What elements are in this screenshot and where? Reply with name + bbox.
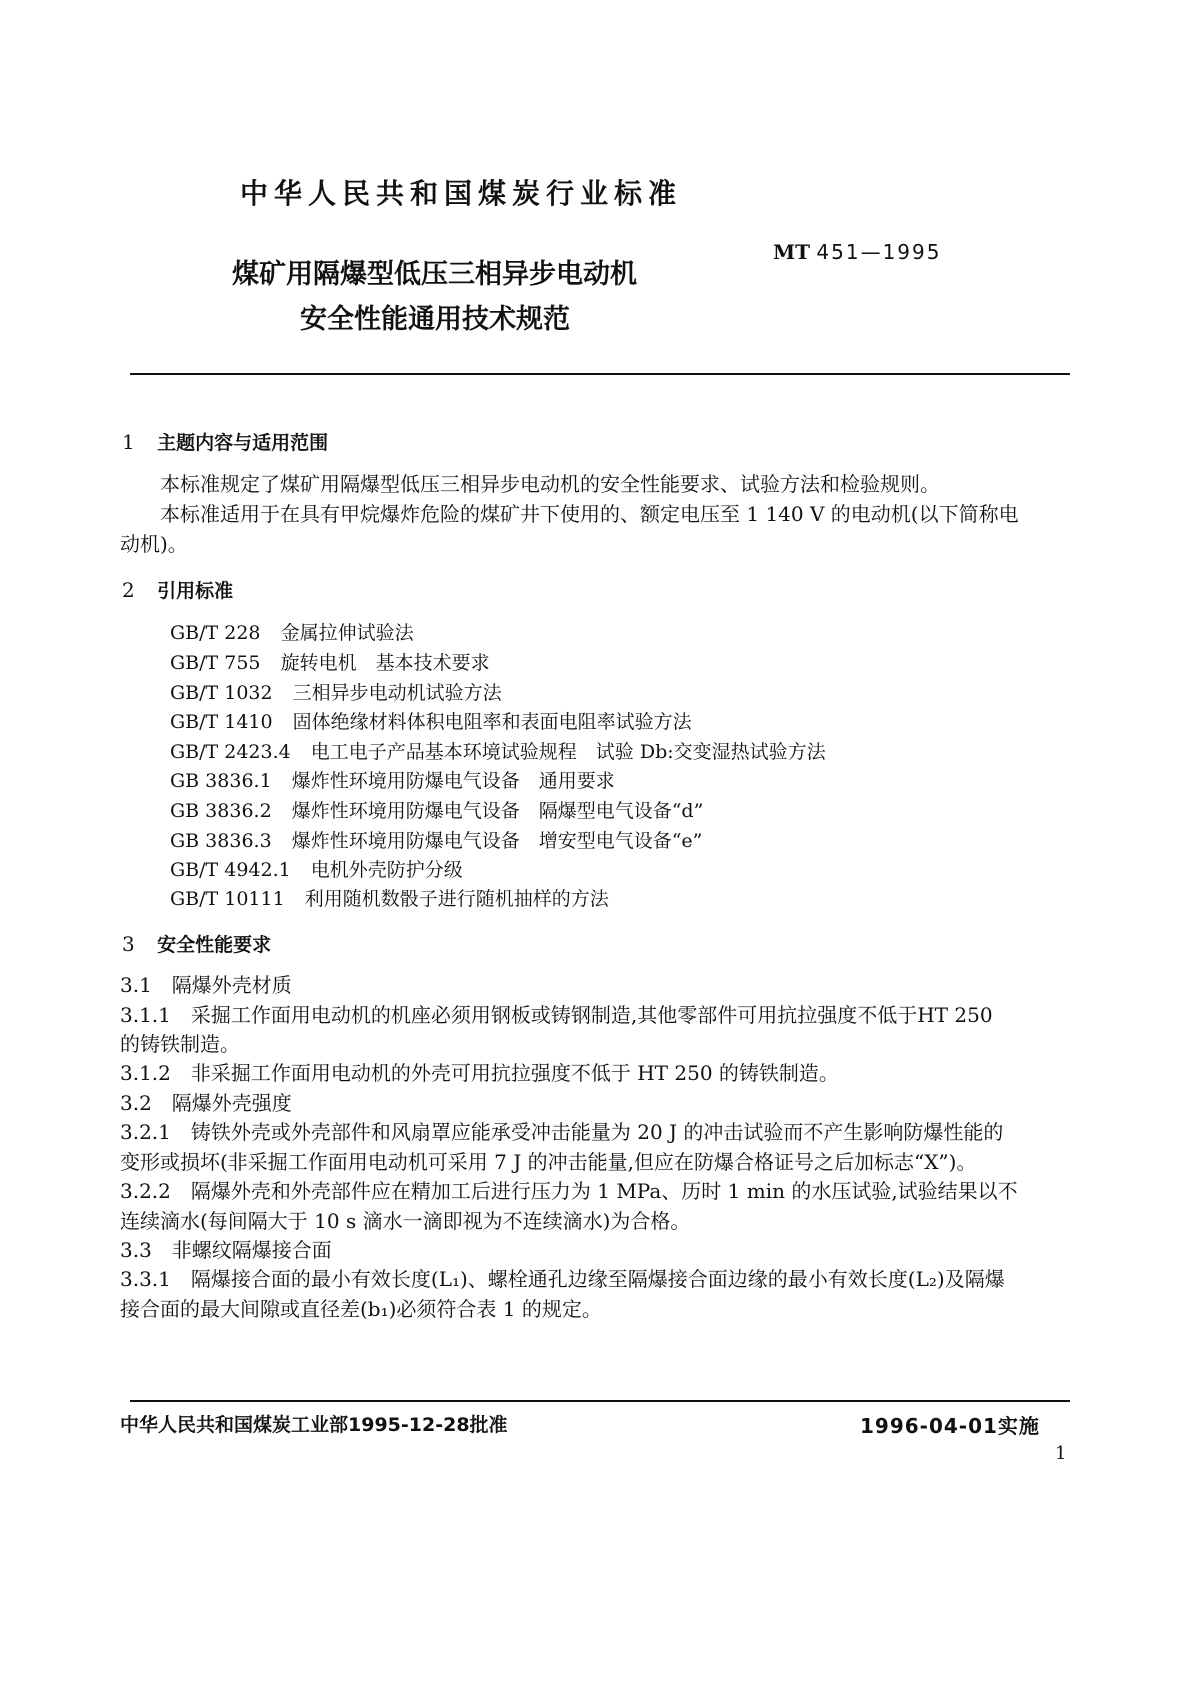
approval-statement: 中华人民共和国煤炭工业部1995-12-28批准 (120, 1414, 508, 1436)
reference-name: 爆炸性环境用防爆电气设备 隔爆型电气设备“d” (291, 800, 704, 822)
section-1-paragraph-1: 本标准规定了煤矿用隔爆型低压三相异步电动机的安全性能要求、试验方法和检验规则。 (160, 472, 940, 496)
reference-code: GB/T 755 (170, 652, 261, 674)
reference-code: GB/T 1032 (170, 682, 273, 704)
section-2-heading (122, 576, 233, 603)
reference-name: 三相异步电动机试验方法 (292, 682, 502, 704)
reference-item (170, 884, 609, 911)
reference-item (170, 796, 703, 823)
section-number: 3 (122, 932, 135, 956)
standard-category: 中华人民共和国煤炭行业标准 (240, 177, 683, 210)
footer-divider (130, 1400, 1070, 1402)
reference-name: 金属拉伸试验法 (280, 622, 414, 644)
clause-3-3: 3.3 非螺纹隔爆接合面 (120, 1238, 332, 1262)
clause-3-3-1-line2: 接合面的最大间隙或直径差(b₁)必须符合表 1 的规定。 (120, 1297, 602, 1321)
section-title: 主题内容与适用范围 (157, 432, 329, 454)
reference-item (170, 766, 615, 793)
reference-item (170, 707, 692, 734)
reference-code: GB/T 4942.1 (170, 859, 291, 881)
standard-prefix: MT (773, 240, 811, 264)
reference-code: GB/T 2423.4 (170, 741, 291, 763)
document-title-line2: 安全性能通用技术规范 (300, 304, 570, 335)
header-divider (130, 373, 1070, 375)
clause-3-2-1-line1: 3.2.1 铸铁外壳或外壳部件和风扇罩应能承受冲击能量为 20 J 的冲击试验而不产生影响防爆性能的 (120, 1120, 1004, 1144)
reference-item (170, 678, 502, 705)
clause-3-2: 3.2 隔爆外壳强度 (120, 1091, 292, 1115)
reference-item (170, 855, 463, 882)
clause-3-1-1-line2: 的铸铁制造。 (120, 1032, 240, 1056)
section-1-heading (122, 428, 328, 455)
reference-item (170, 737, 826, 764)
standard-code: 451—1995 (816, 240, 942, 264)
section-title: 引用标准 (157, 580, 234, 602)
clause-3-3-1-line1: 3.3.1 隔爆接合面的最小有效长度(L₁)、螺栓通孔边缘至隔爆接合面边缘的最小有效长度(L₂)及隔爆 (120, 1267, 1005, 1291)
section-number: 2 (122, 578, 135, 602)
reference-item (170, 618, 414, 645)
reference-item (170, 648, 490, 675)
reference-code: GB/T 228 (170, 622, 261, 644)
effective-date: 1996-04-01实施 (860, 1414, 1040, 1438)
section-title: 安全性能要求 (157, 934, 272, 956)
section-number: 1 (122, 430, 135, 454)
clause-3-1: 3.1 隔爆外壳材质 (120, 973, 292, 997)
section-3-heading (122, 930, 271, 957)
clause-3-1-1-line1: 3.1.1 采掘工作面用电动机的机座必须用钢板或铸钢制造,其他零部件可用抗拉强度不低于HT 250 (120, 1003, 993, 1027)
clause-3-2-2-line1: 3.2.2 隔爆外壳和外壳部件应在精加工后进行压力为 1 MPa、历时 1 min 的水压试验,试验结果以不 (120, 1179, 1018, 1203)
reference-code: GB/T 1410 (170, 711, 273, 733)
section-1-paragraph-2-line2: 动机)。 (120, 532, 188, 556)
reference-name: 电机外壳防护分级 (310, 859, 463, 881)
reference-name: 爆炸性环境用防爆电气设备 增安型电气设备“e” (291, 830, 703, 852)
clause-3-2-2-line2: 连续滴水(每间隔大于 10 s 滴水一滴即视为不连续滴水)为合格。 (120, 1209, 691, 1233)
reference-code: GB 3836.1 (170, 770, 272, 792)
clause-3-1-2: 3.1.2 非采掘工作面用电动机的外壳可用抗拉强度不低于 HT 250 的铸铁制造。 (120, 1061, 839, 1085)
reference-name: 固体绝缘材料体积电阻率和表面电阻率试验方法 (292, 711, 692, 733)
reference-code: GB 3836.3 (170, 830, 272, 852)
standard-number (773, 240, 941, 264)
clause-3-2-1-line2: 变形或损坏(非采掘工作面用电动机可采用 7 J 的冲击能量,但应在防爆合格证号之后加标志“X”)。 (120, 1150, 977, 1174)
reference-item (170, 826, 702, 853)
page-number: 1 (1055, 1443, 1067, 1464)
reference-name: 爆炸性环境用防爆电气设备 通用要求 (291, 770, 615, 792)
reference-name: 电工电子产品基本环境试验规程 试验 Db:交变湿热试验方法 (310, 741, 826, 763)
reference-name: 利用随机数骰子进行随机抽样的方法 (304, 888, 609, 910)
reference-name: 旋转电机 基本技术要求 (280, 652, 490, 674)
reference-code: GB 3836.2 (170, 800, 272, 822)
reference-code: GB/T 10111 (170, 888, 285, 910)
document-title-line1: 煤矿用隔爆型低压三相异步电动机 (232, 259, 637, 290)
section-1-paragraph-2-line1: 本标准适用于在具有甲烷爆炸危险的煤矿井下使用的、额定电压至 1 140 V 的电动机(以下简称电 (160, 502, 1019, 526)
